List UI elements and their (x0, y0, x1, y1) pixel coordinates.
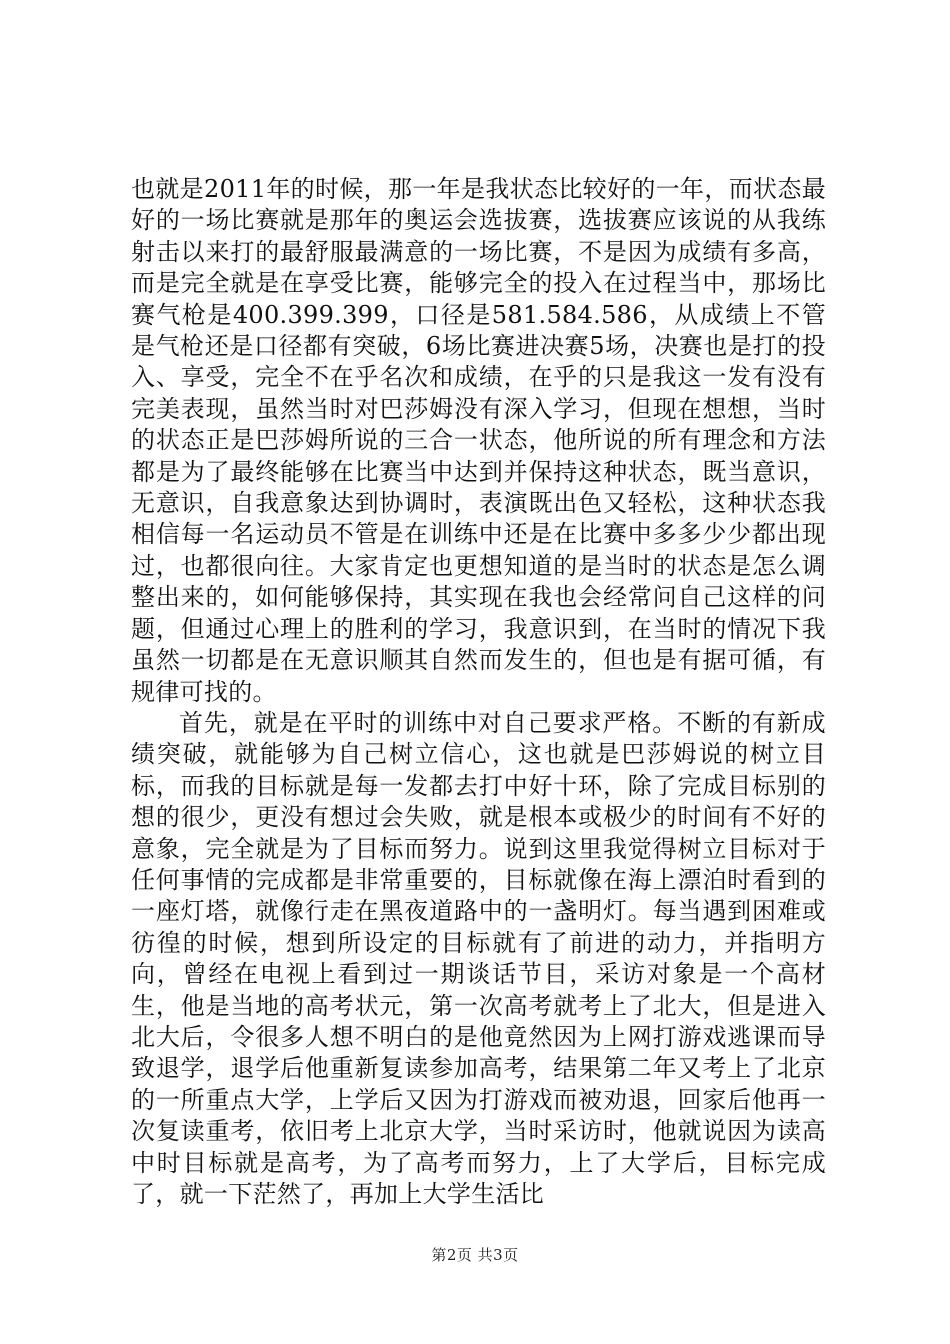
paragraph-1: 也就是2011年的时候，那一年是我状态比较好的一年，而状态最好的一场比赛就是那年的奥运会选拔赛，选拔赛应该说的从我练射击以来打的最舒服最满意的一场比赛，不是因为成绩有多高，而是完全就是在享受比赛，能够完全的投入在过程当中，那场比赛气枪是400.399.399，口径是581.584.586，从成绩上不管是气枪还是口径都有突破，6场比赛进决赛5场，决赛也是打的投入、享受，完全不在乎名次和成绩，在乎的只是我这一发有没有完美表现，虽然当时对巴莎姆没有深入学习，但现在想想，当时的状态正是巴莎姆所说的三合一状态，他所说的所有理念和方法都是为了最终能够在比赛当中达到并保持这种状态，既当意识，无意识，自我意象达到协调时，表演既出色又轻松，这种状态我相信每一名运动员不管是在训练中还是在比赛中多多少少都出现过，也都很向往。大家肯定也更想知道的是当时的状态是怎么调整出来的，如何能够保持，其实现在我也会经常问自己这样的问题，但通过心理上的胜利的学习，我意识到，在当时的情况下我虽然一切都是在无意识顺其自然而发生的，但也是有据可循，有规律可找的。 (131, 175, 826, 706)
body-text (131, 174, 826, 1210)
page-footer: 第2页 共3页 (431, 1246, 519, 1264)
paragraph-2: 首先，就是在平时的训练中对自己要求严格。不断的有新成绩突破，就能够为自己树立信心，这也就是巴莎姆说的树立目标，而我的目标就是每一发都去打中好十环，除了完成目标别的想的很少，更没有想过会失败，就是根本或极少的时间有不好的意象，完全就是为了目标而努力。说到这里我觉得树立目标对于任何事情的完成都是非常重要的，目标就像在海上漂泊时看到的一座灯塔，就像行走在黑夜道路中的一盏明灯。每当遇到困难或彷徨的时候，想到所设定的目标就有了前进的动力，并指明方向，曾经在电视上看到过一期谈话节目，采访对象是一个高材生，他是当地的高考状元，第一次高考就考上了北大，但是进入北大后，令很多人想不明白的是他竟然因为上网打游戏逃课而导致退学，退学后他重新复读参加高考，结果第二年又考上了北京的一所重点大学，上学后又因为打游戏而被劝退，回家后他再一次复读重考，依旧考上北京大学，当时采访时，他就说因为读高中时目标就是高考，为了高考而努力，上了大学后，目标完成了，就一下茫然了，再加上大学生活比 (131, 708, 826, 1208)
